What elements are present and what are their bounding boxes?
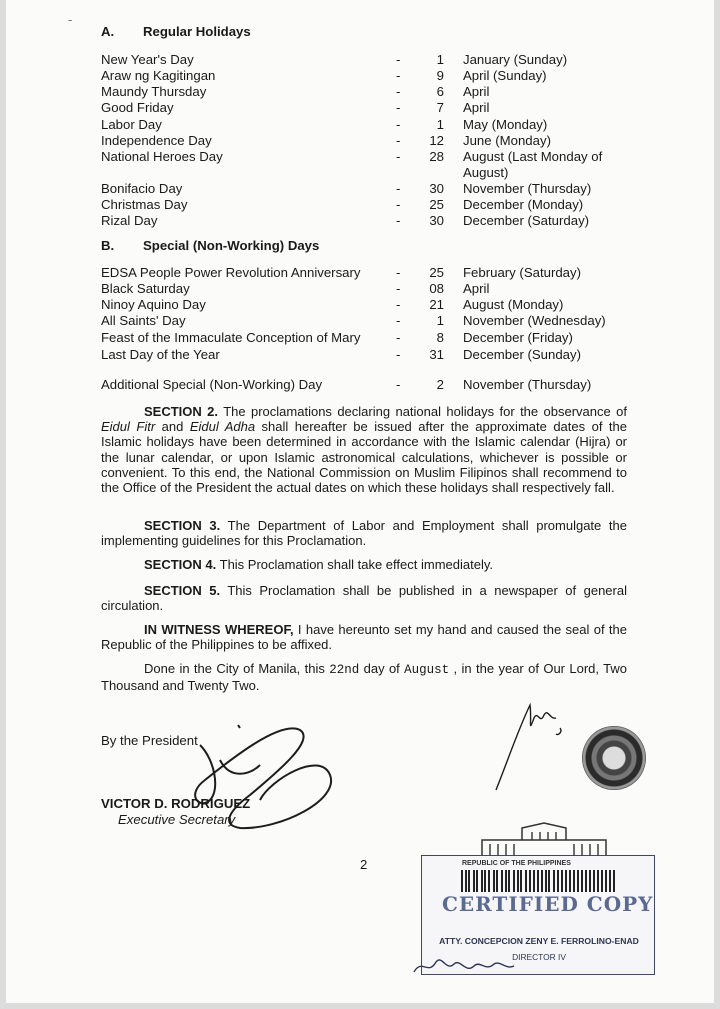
holiday-name: All Saints' Day (101, 313, 186, 328)
holiday-day: 31 (429, 347, 444, 362)
holiday-day: 12 (429, 133, 444, 148)
holiday-day: 7 (436, 100, 444, 115)
stamp-certified-copy: CERTIFIED COPY (442, 892, 654, 916)
certifier-initials-signature (410, 950, 520, 980)
section-a-title: Regular Holidays (143, 24, 251, 39)
secretary-title: Executive Secretary (118, 812, 236, 827)
holiday-month: November (Thursday) (463, 181, 592, 196)
holiday-day: 6 (436, 84, 444, 99)
holiday-name: Ninoy Aquino Day (101, 297, 206, 312)
republic-seal-icon (582, 726, 646, 790)
holiday-name: Bonifacio Day (101, 181, 183, 196)
holiday-month: January (Sunday) (463, 52, 568, 67)
holiday-dash: - (396, 377, 401, 392)
holiday-month: December (Saturday) (463, 213, 590, 228)
holiday-month: June (Monday) (463, 133, 551, 148)
holiday-day: 30 (429, 213, 444, 228)
done-day: 22nd (329, 663, 360, 677)
holiday-dash: - (396, 52, 401, 67)
holiday-month: August (Monday) (463, 297, 564, 312)
holiday-dash: - (396, 347, 401, 362)
holiday-name: Black Saturday (101, 281, 190, 296)
holiday-month: April (Sunday) (463, 68, 547, 83)
stamp-officer: ATTY. CONCEPCION ZENY E. FERROLINO-ENAD (439, 936, 639, 946)
holiday-dash: - (396, 100, 401, 115)
holiday-day: 1 (436, 52, 444, 67)
holiday-dash: - (396, 117, 401, 132)
holiday-month: February (Saturday) (463, 265, 581, 280)
holiday-month: December (Sunday) (463, 347, 582, 362)
holiday-month-continued: August) (463, 165, 509, 180)
holiday-day: 28 (429, 149, 444, 164)
holiday-name: Feast of the Immaculate Conception of Mary (101, 330, 361, 345)
holiday-name: Last Day of the Year (101, 347, 220, 362)
holiday-name: Additional Special (Non-Working) Day (101, 377, 323, 392)
section-b-title: Special (Non-Working) Days (143, 238, 320, 253)
holiday-day: 1 (436, 117, 444, 132)
holiday-dash: - (396, 68, 401, 83)
section-2-lead: SECTION 2. (144, 404, 219, 419)
holiday-dash: - (396, 265, 401, 280)
holiday-day: 25 (429, 197, 444, 212)
holiday-month: August (Last Monday of (463, 149, 603, 164)
section-5-lead: SECTION 5. (144, 583, 221, 598)
section-4-paragraph: SECTION 4. This Proclamation shall take effect immediately. (144, 557, 493, 572)
done-month: August (404, 663, 450, 677)
barcode-icon (460, 870, 620, 892)
stamp-republic: REPUBLIC OF THE PHILIPPINES (462, 860, 571, 867)
holiday-day: 25 (429, 265, 444, 280)
holiday-day: 9 (436, 68, 444, 83)
section-3-paragraph: SECTION 3. The Department of Labor and Employment shall promulgate the implementing guidelines for this Proclamation. (101, 518, 627, 549)
witness-lead: IN WITNESS WHEREOF, (144, 622, 294, 637)
holiday-name: Good Friday (101, 100, 174, 115)
page-mark: - (68, 12, 73, 27)
section-2-paragraph: SECTION 2. The proclamations declaring national holidays for the observance of Eidul Fitr and Eidul Adha shall hereafter be issued after the approximate dates of the Islamic holidays have been determined in accordance with the Islamic calendar (Hijra) or the lunar calendar, or upon Islamic astronomical calculations, whichever is possible or convenient. To this end, the National Commission on Muslim Filipinos shall recommend to the Office of the President the actual dates on which these holidays shall respectively fall. (101, 404, 627, 496)
holiday-name: Labor Day (101, 117, 162, 132)
holiday-month: November (Wednesday) (463, 313, 606, 328)
holiday-dash: - (396, 149, 401, 164)
holiday-day: 2 (436, 377, 444, 392)
holiday-month: November (Thursday) (463, 377, 592, 392)
holiday-dash: - (396, 297, 401, 312)
holiday-name: Christmas Day (101, 197, 188, 212)
holiday-name: Araw ng Kagitingan (101, 68, 216, 83)
holiday-month: April (463, 84, 490, 99)
holiday-day: 21 (429, 297, 444, 312)
holiday-dash: - (396, 197, 401, 212)
page-number: 2 (360, 857, 368, 872)
by-the-president: By the President (101, 733, 198, 748)
holiday-dash: - (396, 84, 401, 99)
holiday-day: 8 (436, 330, 444, 345)
holiday-dash: - (396, 281, 401, 296)
holiday-name: National Heroes Day (101, 149, 223, 164)
holiday-name: New Year's Day (101, 52, 194, 67)
president-signature (488, 690, 578, 800)
section-3-lead: SECTION 3. (144, 518, 221, 533)
holiday-day: 08 (429, 281, 444, 296)
done-paragraph: Done in the City of Manila, this 22nd day of August , in the year of Our Lord, Two Thousand and Twenty Two. (101, 661, 627, 693)
holiday-month: December (Monday) (463, 197, 584, 212)
holiday-dash: - (396, 181, 401, 196)
section-a-letter: A. (101, 24, 115, 39)
holiday-month: April (463, 100, 490, 115)
holiday-month: April (463, 281, 490, 296)
holiday-name: Maundy Thursday (101, 84, 207, 99)
secretary-name: VICTOR D. RODRIGUEZ (101, 796, 251, 811)
holiday-day: 1 (436, 313, 444, 328)
holiday-dash: - (396, 133, 401, 148)
holiday-name: EDSA People Power Revolution Anniversary (101, 265, 361, 280)
holiday-dash: - (396, 213, 401, 228)
holiday-dash: - (396, 330, 401, 345)
holiday-month: December (Friday) (463, 330, 573, 345)
holiday-day: 30 (429, 181, 444, 196)
holiday-dash: - (396, 313, 401, 328)
witness-paragraph: IN WITNESS WHEREOF, I have hereunto set my hand and caused the seal of the Republic of the Philippines to be affixed. (101, 622, 628, 653)
section-b-letter: B. (101, 238, 115, 253)
holiday-name: Rizal Day (101, 213, 158, 228)
holiday-name: Independence Day (101, 133, 212, 148)
section-4-lead: SECTION 4. (144, 557, 217, 572)
section-5-paragraph: SECTION 5. This Proclamation shall be published in a newspaper of general circulation. (101, 583, 627, 614)
stamp-position: DIRECTOR IV (512, 952, 566, 962)
holiday-month: May (Monday) (463, 117, 548, 132)
